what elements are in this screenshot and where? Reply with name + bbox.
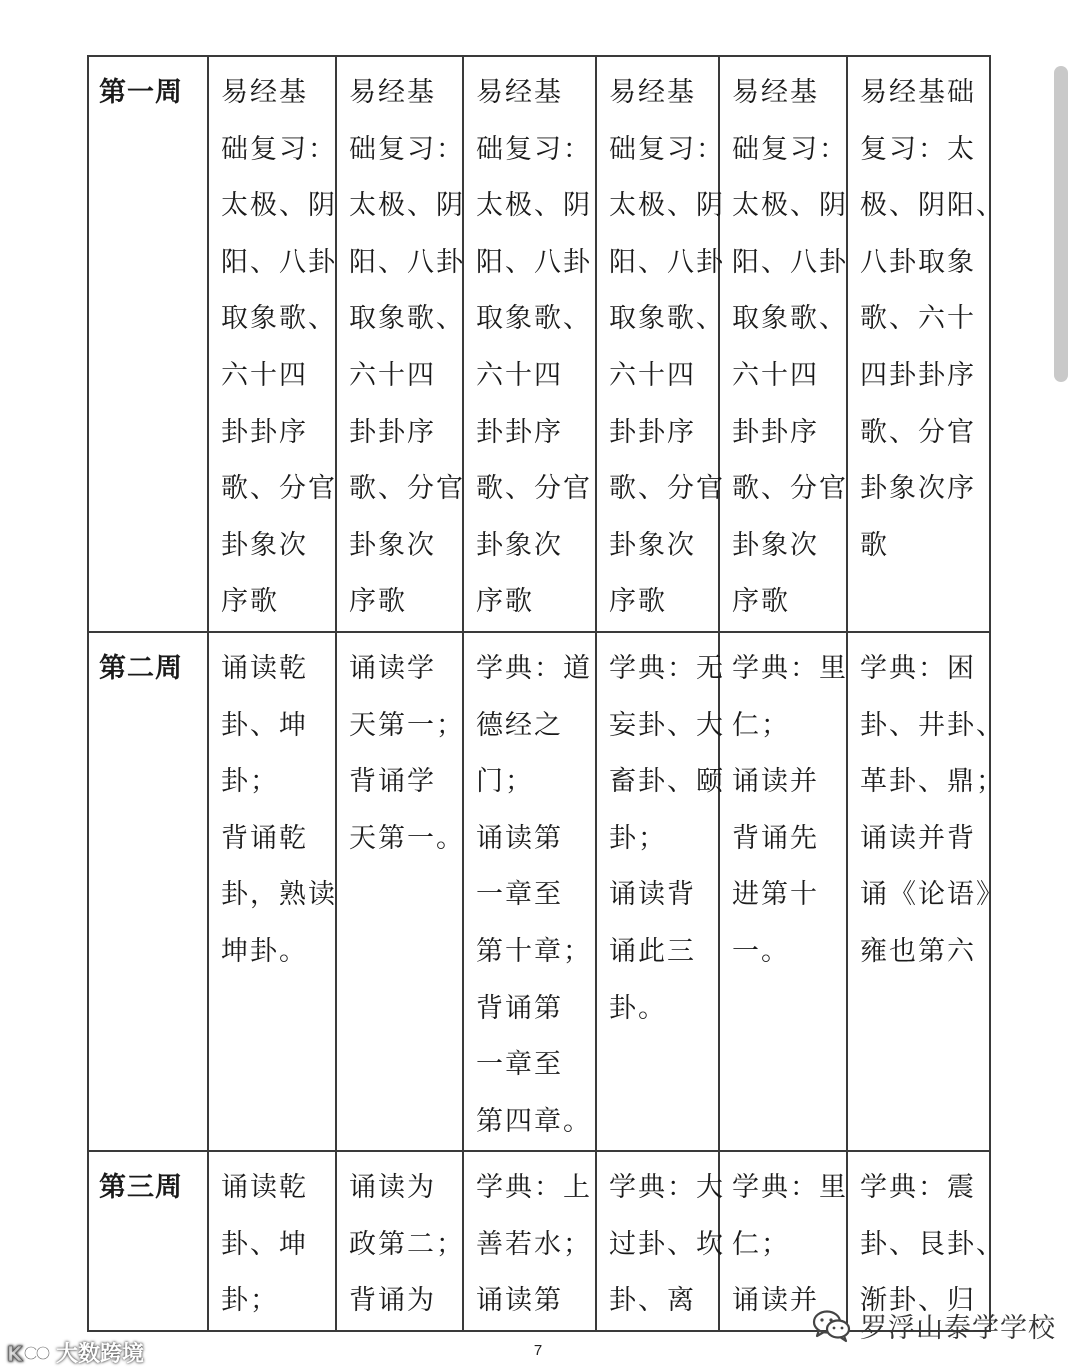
page-number: 7 xyxy=(533,1342,543,1359)
cell-line: 诵读第 xyxy=(476,1285,563,1317)
cell-line: 渐卦、归 xyxy=(860,1285,976,1317)
cell-line: 易经基 xyxy=(476,77,563,108)
cell-line: 卦； xyxy=(221,1285,279,1317)
cell-line: 六十四 xyxy=(732,359,819,391)
table-cell xyxy=(336,56,463,632)
cell-line: 取象歌、 xyxy=(476,303,592,335)
cell-line: 仁； xyxy=(732,709,790,741)
cell-line: 取象歌、 xyxy=(221,303,337,335)
cell-line: 学典：上 xyxy=(476,1172,592,1204)
cell-line: 歌、分官 xyxy=(476,473,592,505)
cell-line: 卦象次序 xyxy=(860,473,976,505)
cell-line: 第十章； xyxy=(476,935,592,967)
cell-line: 一章至 xyxy=(476,1049,563,1081)
cell-line: 太极、阴 xyxy=(349,190,465,222)
cell-line: 门； xyxy=(476,766,534,798)
cell-line: 一章至 xyxy=(476,879,563,911)
cell-line: 仁； xyxy=(732,1228,790,1260)
cell-line: 础复习： xyxy=(221,133,337,165)
cell-line: 序歌 xyxy=(609,586,667,618)
cell-line: 太极、阴 xyxy=(476,190,592,222)
table-row xyxy=(88,1151,990,1331)
cell-line: 卦象次 xyxy=(349,529,436,561)
k-logo-icon xyxy=(6,1340,50,1366)
cell-line: 易经基础 xyxy=(860,77,976,108)
cell-line: 歌、分官 xyxy=(609,473,725,505)
cell-line: 八卦取象 xyxy=(860,246,976,278)
cell-line: 德经之 xyxy=(476,709,563,741)
table-cell xyxy=(463,1151,596,1331)
svg-text:K: K xyxy=(7,1341,23,1366)
cell-line: 六十四 xyxy=(221,359,308,391)
table-cell xyxy=(336,1151,463,1331)
cell-line: 取象歌、 xyxy=(349,303,465,335)
wechat-icon xyxy=(812,1309,852,1343)
cell-line: 取象歌、 xyxy=(609,303,725,335)
table-cell xyxy=(596,56,725,632)
cell-line: 易经基 xyxy=(732,77,819,108)
cell-line: 卦卦序 xyxy=(732,416,819,448)
cell-line: 阳、八卦 xyxy=(609,246,725,278)
cell-line: 卦、坤 xyxy=(221,1228,308,1260)
cell-line: 卦，熟读 xyxy=(221,879,337,911)
cell-line: 卦象次 xyxy=(732,529,819,561)
cell-line: 学典：里 xyxy=(732,1172,848,1204)
cell-line: 善若水； xyxy=(476,1228,592,1260)
cell-line: 六十四 xyxy=(476,359,563,391)
cell-line: 歌、分官 xyxy=(860,416,976,448)
cell-line: 序歌 xyxy=(732,586,790,618)
cell-line: 诵《论语》 xyxy=(860,879,1005,911)
cell-line: 础复习： xyxy=(732,133,848,165)
cell-line: 卦卦序 xyxy=(221,416,308,448)
table-cell xyxy=(847,56,1005,632)
cell-line: 易经基 xyxy=(349,77,436,108)
cell-line: 序歌 xyxy=(476,586,534,618)
cell-line: 学典：道 xyxy=(476,652,592,684)
watermark-right-text: 罗浮山泰学学校 xyxy=(860,1313,1056,1344)
cell-line: 卦、井卦、 xyxy=(860,709,1005,741)
cell-line: 础复习： xyxy=(349,133,465,165)
cell-line: 四卦卦序 xyxy=(860,359,976,391)
cell-line: 卦、艮卦、 xyxy=(860,1228,1005,1260)
cell-line: 歌、六十 xyxy=(860,303,976,335)
cell-line: 太极、阴 xyxy=(609,190,725,222)
week-label: 第二周 xyxy=(88,632,208,1151)
table-cell xyxy=(596,1151,725,1331)
cell-line: 天第一。 xyxy=(349,822,465,854)
cell-line: 卦象次 xyxy=(221,529,308,561)
cell-line: 太极、阴 xyxy=(221,190,337,222)
cell-line: 妄卦、大 xyxy=(609,709,725,741)
cell-line: 学典：无 xyxy=(609,652,725,684)
cell-line: 过卦、坎 xyxy=(609,1228,725,1260)
cell-line: 阳、八卦 xyxy=(476,246,592,278)
cell-line: 背诵学 xyxy=(349,766,436,798)
cell-line: 歌 xyxy=(860,529,889,561)
cell-line: 卦卦序 xyxy=(349,416,436,448)
cell-line: 卦卦序 xyxy=(609,416,696,448)
cell-line: 六十四 xyxy=(349,359,436,391)
table-cell xyxy=(208,632,336,1151)
week-label: 第三周 xyxy=(88,1151,208,1331)
cell-line: 础复习： xyxy=(476,133,592,165)
cell-line: 政第二； xyxy=(349,1228,465,1260)
cell-line: 歌、分官 xyxy=(221,473,337,505)
cell-line: 复习：太 xyxy=(860,133,976,165)
cell-line: 背诵为 xyxy=(349,1285,436,1317)
table-cell xyxy=(719,56,847,632)
cell-line: 础复习： xyxy=(609,133,725,165)
watermark-left xyxy=(6,1337,144,1368)
cell-line: 学典：大 xyxy=(609,1172,725,1204)
schedule-table xyxy=(87,55,1005,1332)
week-label: 第一周 xyxy=(88,56,208,632)
cell-line: 诵读并背 xyxy=(860,822,976,854)
table-cell xyxy=(463,56,596,632)
table-cell xyxy=(719,1151,847,1331)
cell-line: 卦。 xyxy=(609,992,667,1024)
cell-line: 诵读并 xyxy=(732,766,819,798)
cell-line: 诵读学 xyxy=(349,652,436,684)
cell-line: 卦卦序 xyxy=(476,416,563,448)
cell-line: 易经基 xyxy=(221,77,308,108)
cell-line: 雍也第六 xyxy=(860,935,976,967)
cell-line: 卦； xyxy=(609,822,667,854)
table-row xyxy=(88,632,990,1151)
cell-line: 取象歌、 xyxy=(732,303,848,335)
table-row xyxy=(88,56,990,632)
cell-line: 诵读为 xyxy=(349,1172,436,1204)
table-cell xyxy=(463,632,596,1151)
table-cell xyxy=(847,632,1005,1151)
watermark-left-text: 大数跨境 xyxy=(56,1342,145,1367)
cell-line: 畜卦、颐 xyxy=(609,766,725,798)
cell-line: 诵读乾 xyxy=(221,1172,308,1204)
table-cell xyxy=(208,56,336,632)
cell-line: 歌、分官 xyxy=(732,473,848,505)
cell-line: 诵读第 xyxy=(476,822,563,854)
cell-line: 序歌 xyxy=(221,586,279,618)
cell-line: 阳、八卦 xyxy=(732,246,848,278)
cell-line: 极、阴阳、 xyxy=(860,190,1005,222)
cell-line: 学典：困 xyxy=(860,652,976,684)
cell-line: 诵读并 xyxy=(732,1285,819,1317)
cell-line: 学典：里 xyxy=(732,652,848,684)
cell-line: 一。 xyxy=(732,935,790,967)
cell-line: 卦； xyxy=(221,766,279,798)
cell-line: 卦象次 xyxy=(609,529,696,561)
cell-line: 卦、坤 xyxy=(221,709,308,741)
cell-line: 坤卦。 xyxy=(221,935,308,967)
table-cell xyxy=(208,1151,336,1331)
cell-line: 背诵第 xyxy=(476,992,563,1024)
table-cell xyxy=(719,632,847,1151)
cell-line: 诵读背 xyxy=(609,879,696,911)
cell-line: 背诵乾 xyxy=(221,822,308,854)
cell-line: 天第一； xyxy=(349,709,465,741)
cell-line: 背诵先 xyxy=(732,822,819,854)
cell-line: 易经基 xyxy=(609,77,696,108)
table-cell xyxy=(336,632,463,1151)
watermark-right xyxy=(812,1306,1056,1345)
cell-line: 学典：震 xyxy=(860,1172,976,1204)
cell-line: 卦、离 xyxy=(609,1285,696,1317)
cell-line: 六十四 xyxy=(609,359,696,391)
cell-line: 序歌 xyxy=(349,586,407,618)
cell-line: 诵此三 xyxy=(609,935,696,967)
cell-line: 阳、八卦 xyxy=(221,246,337,278)
table-cell xyxy=(596,632,725,1151)
cell-line: 歌、分官 xyxy=(349,473,465,505)
cell-line: 革卦、鼎； xyxy=(860,766,1005,798)
cell-line: 第四章。 xyxy=(476,1105,592,1137)
cell-line: 进第十 xyxy=(732,879,819,911)
scrollbar-thumb[interactable] xyxy=(1054,66,1068,382)
cell-line: 诵读乾 xyxy=(221,652,308,684)
cell-line: 太极、阴 xyxy=(732,190,848,222)
table-cell xyxy=(847,1151,1005,1331)
cell-line: 卦象次 xyxy=(476,529,563,561)
cell-line: 阳、八卦 xyxy=(349,246,465,278)
